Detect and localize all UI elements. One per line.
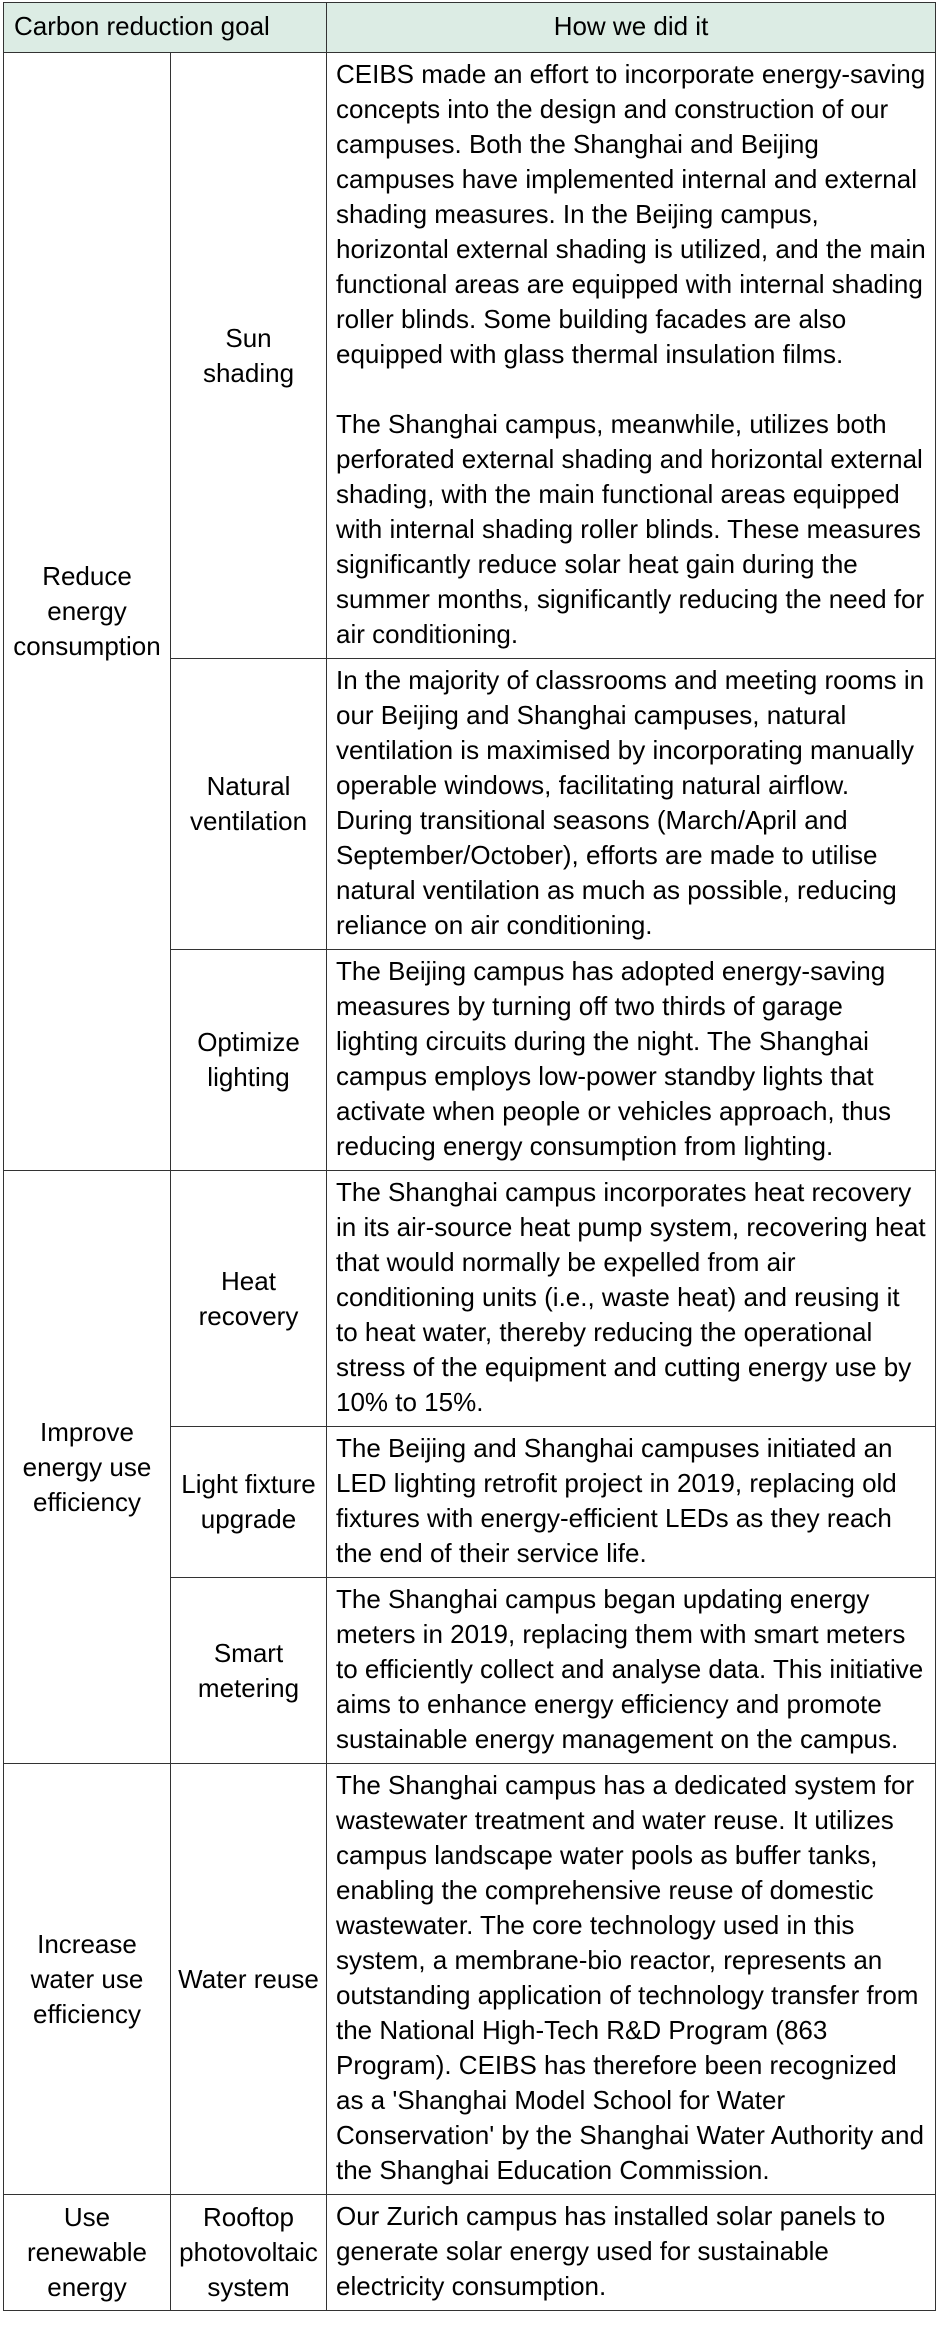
description-paragraph: The Beijing campus has adopted energy-saving measures by turning off two thirds of garage lighting circuits during the night. The Shanghai campus employs low-power standby lights that activate when people or vehicles approach, thus reducing energy consumption from lighting. bbox=[336, 956, 892, 1161]
goal-cell: Increase water use efficiency bbox=[4, 1764, 171, 2195]
measure-cell: Light fixture upgrade bbox=[171, 1427, 327, 1578]
description-paragraph: Our Zurich campus has installed solar panels to generate solar energy used for sustainable electricity consumption. bbox=[336, 2201, 886, 2301]
description-cell bbox=[327, 1578, 936, 1764]
table-row bbox=[4, 53, 936, 659]
description-paragraph: The Shanghai campus incorporates heat recovery in its air-source heat pump system, recovering heat that would normally be expelled from air conditioning units (i.e., waste heat) and reusing it to heat water, thereby reducing the operational stress of the equipment and cutting energy use by 10% to 15%. bbox=[336, 1177, 926, 1417]
description-paragraph: In the majority of classrooms and meeting rooms in our Beijing and Shanghai campuses, natural ventilation is maximised by incorporating manually operable windows, facilitating natural airflow. During transitional seasons (March/April and September/October), efforts are made to utilise natural ventilation as much as possible, reducing reliance on air conditioning. bbox=[336, 665, 925, 940]
description-cell bbox=[327, 659, 936, 950]
table-body bbox=[4, 53, 936, 2311]
measure-cell: Heat recovery bbox=[171, 1171, 327, 1427]
description-paragraph: The Shanghai campus has a dedicated system for wastewater treatment and water reuse. It utilizes campus landscape water pools as buffer tanks, enabling the comprehensive reuse of domestic wastewater. The core technology used in this system, a membrane-bio reactor, represents an outstanding application of technology transfer from the National High-Tech R&D Program (863 Program). CEIBS has therefore been recognized as a 'Shanghai Model School for Water Conservation' by the Shanghai Water Authority and the Shanghai Education Commission. bbox=[336, 1770, 924, 2185]
description-paragraph: The Beijing and Shanghai campuses initiated an LED lighting retrofit project in 2019, replacing old fixtures with energy-efficient LEDs as they reach the end of their service life. bbox=[336, 1433, 897, 1568]
goal-cell: Reduce energy consumption bbox=[4, 53, 171, 1171]
measure-cell: Optimize lighting bbox=[171, 950, 327, 1171]
description-cell bbox=[327, 53, 936, 659]
table-row bbox=[4, 1171, 936, 1427]
description-paragraph: CEIBS made an effort to incorporate energy-saving concepts into the design and construction of our campuses. Both the Shanghai and Beijing campuses have implemented internal and external shading measures. In the Beijing campus, horizontal external shading is utilized, and the main functional areas are equipped with internal shading roller blinds. Some building facades are also equipped with glass thermal insulation films. bbox=[336, 59, 926, 369]
measure-cell: Water reuse bbox=[171, 1764, 327, 2195]
description-paragraph: The Shanghai campus, meanwhile, utilizes both perforated external shading and horizontal external shading, with the main functional areas equipped with internal shading roller blinds. These measures significantly reduce solar heat gain during the summer months, significantly reducing the need for air conditioning. bbox=[336, 409, 925, 649]
measure-cell: Rooftop photovoltaic system bbox=[171, 2195, 327, 2311]
description-cell bbox=[327, 950, 936, 1171]
column-header-how-we-did-it: How we did it bbox=[327, 3, 936, 53]
header-row bbox=[4, 3, 936, 53]
measure-cell: Natural ventilation bbox=[171, 659, 327, 950]
description-cell bbox=[327, 1764, 936, 2195]
measure-cell: Smart metering bbox=[171, 1578, 327, 1764]
table-row bbox=[4, 1764, 936, 2195]
description-cell bbox=[327, 2195, 936, 2311]
table-header bbox=[4, 3, 936, 53]
column-header-carbon-reduction-goal: Carbon reduction goal bbox=[4, 3, 327, 53]
goal-cell: Improve energy use efficiency bbox=[4, 1171, 171, 1764]
description-paragraph: The Shanghai campus began updating energy meters in 2019, replacing them with smart meters to efficiently collect and analyse data. This initiative aims to enhance energy efficiency and promote sustainable energy management on the campus. bbox=[336, 1584, 924, 1754]
measure-cell: Sun shading bbox=[171, 53, 327, 659]
table-row bbox=[4, 2195, 936, 2311]
goal-cell: Use renewable energy bbox=[4, 2195, 171, 2311]
description-cell bbox=[327, 1427, 936, 1578]
carbon-reduction-table bbox=[3, 2, 936, 2311]
description-cell bbox=[327, 1171, 936, 1427]
